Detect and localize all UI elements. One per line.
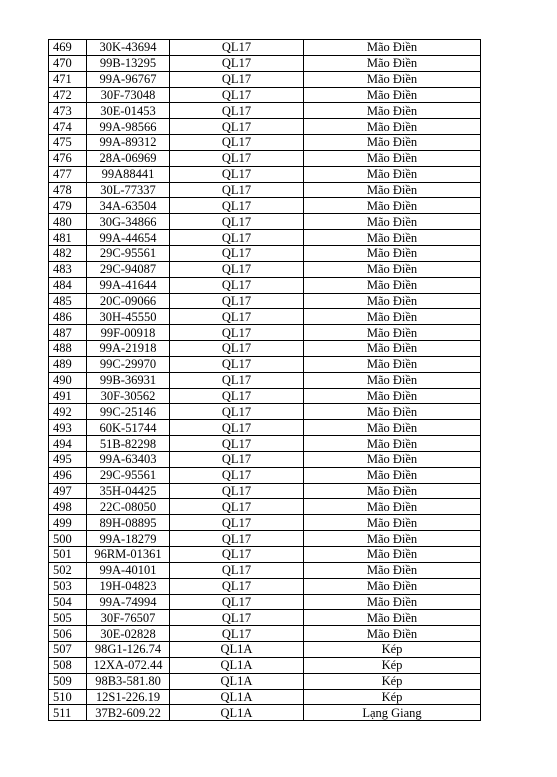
row-number-cell: 491 bbox=[49, 388, 87, 404]
location-cell: Kép bbox=[304, 673, 481, 689]
plate-cell: 51B-82298 bbox=[87, 436, 170, 452]
road-cell: QL17 bbox=[170, 404, 304, 420]
plate-cell: 99F-00918 bbox=[87, 325, 170, 341]
location-cell: Mão Điền bbox=[304, 245, 481, 261]
row-number-cell: 486 bbox=[49, 309, 87, 325]
table-row bbox=[49, 436, 481, 452]
road-cell: QL17 bbox=[170, 420, 304, 436]
road-cell: QL17 bbox=[170, 182, 304, 198]
table-row bbox=[49, 483, 481, 499]
location-cell: Kép bbox=[304, 642, 481, 658]
location-cell: Mão Điền bbox=[304, 341, 481, 357]
plate-cell: 19H-04823 bbox=[87, 578, 170, 594]
row-number-cell: 494 bbox=[49, 436, 87, 452]
plate-cell: 30F-73048 bbox=[87, 87, 170, 103]
table-row bbox=[49, 578, 481, 594]
location-cell: Mão Điền bbox=[304, 578, 481, 594]
row-number-cell: 474 bbox=[49, 119, 87, 135]
plate-cell: 99A-96767 bbox=[87, 71, 170, 87]
row-number-cell: 510 bbox=[49, 689, 87, 705]
vehicle-list-table bbox=[48, 39, 481, 721]
location-cell: Mão Điền bbox=[304, 325, 481, 341]
location-cell: Mão Điền bbox=[304, 198, 481, 214]
table-row bbox=[49, 309, 481, 325]
road-cell: QL17 bbox=[170, 135, 304, 151]
row-number-cell: 482 bbox=[49, 245, 87, 261]
plate-cell: 22C-08050 bbox=[87, 499, 170, 515]
plate-cell: 29C-95561 bbox=[87, 245, 170, 261]
road-cell: QL17 bbox=[170, 451, 304, 467]
table-row bbox=[49, 293, 481, 309]
plate-cell: 60K-51744 bbox=[87, 420, 170, 436]
road-cell: QL17 bbox=[170, 341, 304, 357]
table-row bbox=[49, 103, 481, 119]
road-cell: QL17 bbox=[170, 261, 304, 277]
plate-cell: 35H-04425 bbox=[87, 483, 170, 499]
plate-cell: 30F-30562 bbox=[87, 388, 170, 404]
plate-cell: 89H-08895 bbox=[87, 515, 170, 531]
plate-cell: 12S1-226.19 bbox=[87, 689, 170, 705]
table-row bbox=[49, 705, 481, 721]
road-cell: QL17 bbox=[170, 578, 304, 594]
road-cell: QL17 bbox=[170, 325, 304, 341]
table-row bbox=[49, 547, 481, 563]
row-number-cell: 492 bbox=[49, 404, 87, 420]
row-number-cell: 511 bbox=[49, 705, 87, 721]
table-row bbox=[49, 71, 481, 87]
location-cell: Mão Điền bbox=[304, 610, 481, 626]
table-row bbox=[49, 642, 481, 658]
table-row bbox=[49, 40, 481, 56]
location-cell: Mão Điền bbox=[304, 119, 481, 135]
road-cell: QL17 bbox=[170, 87, 304, 103]
road-cell: QL17 bbox=[170, 55, 304, 71]
location-cell: Mão Điền bbox=[304, 404, 481, 420]
location-cell: Mão Điền bbox=[304, 531, 481, 547]
table-row bbox=[49, 467, 481, 483]
plate-cell: 99A-40101 bbox=[87, 562, 170, 578]
plate-cell: 98B3-581.80 bbox=[87, 673, 170, 689]
road-cell: QL17 bbox=[170, 436, 304, 452]
plate-cell: 99A-89312 bbox=[87, 135, 170, 151]
row-number-cell: 498 bbox=[49, 499, 87, 515]
plate-cell: 37B2-609.22 bbox=[87, 705, 170, 721]
location-cell: Kép bbox=[304, 657, 481, 673]
table-body bbox=[49, 40, 481, 721]
table-row bbox=[49, 245, 481, 261]
table-row bbox=[49, 214, 481, 230]
row-number-cell: 485 bbox=[49, 293, 87, 309]
row-number-cell: 495 bbox=[49, 451, 87, 467]
table-row bbox=[49, 515, 481, 531]
location-cell: Mão Điền bbox=[304, 372, 481, 388]
road-cell: QL17 bbox=[170, 119, 304, 135]
row-number-cell: 506 bbox=[49, 626, 87, 642]
row-number-cell: 497 bbox=[49, 483, 87, 499]
road-cell: QL17 bbox=[170, 499, 304, 515]
location-cell: Mão Điền bbox=[304, 261, 481, 277]
location-cell: Mão Điền bbox=[304, 103, 481, 119]
road-cell: QL17 bbox=[170, 245, 304, 261]
road-cell: QL17 bbox=[170, 356, 304, 372]
plate-cell: 29C-95561 bbox=[87, 467, 170, 483]
location-cell: Mão Điền bbox=[304, 483, 481, 499]
row-number-cell: 479 bbox=[49, 198, 87, 214]
plate-cell: 30H-45550 bbox=[87, 309, 170, 325]
row-number-cell: 478 bbox=[49, 182, 87, 198]
plate-cell: 99A-63403 bbox=[87, 451, 170, 467]
road-cell: QL17 bbox=[170, 562, 304, 578]
table-row bbox=[49, 420, 481, 436]
road-cell: QL17 bbox=[170, 388, 304, 404]
row-number-cell: 483 bbox=[49, 261, 87, 277]
table-row bbox=[49, 499, 481, 515]
road-cell: QL17 bbox=[170, 626, 304, 642]
location-cell: Mão Điền bbox=[304, 230, 481, 246]
row-number-cell: 501 bbox=[49, 547, 87, 563]
road-cell: QL17 bbox=[170, 610, 304, 626]
plate-cell: 30L-77337 bbox=[87, 182, 170, 198]
location-cell: Mão Điền bbox=[304, 436, 481, 452]
location-cell: Mão Điền bbox=[304, 499, 481, 515]
row-number-cell: 496 bbox=[49, 467, 87, 483]
location-cell: Mão Điền bbox=[304, 71, 481, 87]
plate-cell: 99A88441 bbox=[87, 166, 170, 182]
table-row bbox=[49, 451, 481, 467]
row-number-cell: 499 bbox=[49, 515, 87, 531]
location-cell: Mão Điền bbox=[304, 40, 481, 56]
road-cell: QL1A bbox=[170, 673, 304, 689]
location-cell: Mão Điền bbox=[304, 594, 481, 610]
row-number-cell: 470 bbox=[49, 55, 87, 71]
road-cell: QL17 bbox=[170, 40, 304, 56]
plate-cell: 99A-98566 bbox=[87, 119, 170, 135]
row-number-cell: 475 bbox=[49, 135, 87, 151]
location-cell: Mão Điền bbox=[304, 55, 481, 71]
location-cell: Mão Điền bbox=[304, 451, 481, 467]
table-row bbox=[49, 388, 481, 404]
row-number-cell: 484 bbox=[49, 277, 87, 293]
location-cell: Lạng Giang bbox=[304, 705, 481, 721]
location-cell: Mão Điền bbox=[304, 420, 481, 436]
plate-cell: 99A-44654 bbox=[87, 230, 170, 246]
road-cell: QL17 bbox=[170, 372, 304, 388]
table-row bbox=[49, 562, 481, 578]
road-cell: QL1A bbox=[170, 642, 304, 658]
plate-cell: 98G1-126.74 bbox=[87, 642, 170, 658]
row-number-cell: 473 bbox=[49, 103, 87, 119]
row-number-cell: 481 bbox=[49, 230, 87, 246]
plate-cell: 28A-06969 bbox=[87, 150, 170, 166]
table-row bbox=[49, 119, 481, 135]
plate-cell: 99A-21918 bbox=[87, 341, 170, 357]
plate-cell: 99A-41644 bbox=[87, 277, 170, 293]
location-cell: Mão Điền bbox=[304, 150, 481, 166]
table-row bbox=[49, 198, 481, 214]
road-cell: QL17 bbox=[170, 230, 304, 246]
row-number-cell: 505 bbox=[49, 610, 87, 626]
plate-cell: 30F-76507 bbox=[87, 610, 170, 626]
plate-cell: 34A-63504 bbox=[87, 198, 170, 214]
table-row bbox=[49, 626, 481, 642]
plate-cell: 99B-13295 bbox=[87, 55, 170, 71]
road-cell: QL17 bbox=[170, 198, 304, 214]
location-cell: Mão Điền bbox=[304, 182, 481, 198]
plate-cell: 12XA-072.44 bbox=[87, 657, 170, 673]
row-number-cell: 489 bbox=[49, 356, 87, 372]
plate-cell: 30K-43694 bbox=[87, 40, 170, 56]
location-cell: Mão Điền bbox=[304, 356, 481, 372]
table-row bbox=[49, 594, 481, 610]
road-cell: QL17 bbox=[170, 531, 304, 547]
road-cell: QL17 bbox=[170, 71, 304, 87]
table-row bbox=[49, 135, 481, 151]
road-cell: QL17 bbox=[170, 594, 304, 610]
road-cell: QL17 bbox=[170, 483, 304, 499]
row-number-cell: 471 bbox=[49, 71, 87, 87]
row-number-cell: 476 bbox=[49, 150, 87, 166]
location-cell: Mão Điền bbox=[304, 277, 481, 293]
plate-cell: 30E-01453 bbox=[87, 103, 170, 119]
row-number-cell: 477 bbox=[49, 166, 87, 182]
row-number-cell: 504 bbox=[49, 594, 87, 610]
table-row bbox=[49, 55, 481, 71]
road-cell: QL17 bbox=[170, 309, 304, 325]
location-cell: Mão Điền bbox=[304, 166, 481, 182]
table-row bbox=[49, 87, 481, 103]
table-row bbox=[49, 277, 481, 293]
row-number-cell: 469 bbox=[49, 40, 87, 56]
row-number-cell: 480 bbox=[49, 214, 87, 230]
location-cell: Mão Điền bbox=[304, 309, 481, 325]
road-cell: QL17 bbox=[170, 166, 304, 182]
location-cell: Mão Điền bbox=[304, 562, 481, 578]
road-cell: QL17 bbox=[170, 214, 304, 230]
plate-cell: 99C-25146 bbox=[87, 404, 170, 420]
table-row bbox=[49, 166, 481, 182]
table-row bbox=[49, 325, 481, 341]
road-cell: QL17 bbox=[170, 103, 304, 119]
road-cell: QL17 bbox=[170, 547, 304, 563]
plate-cell: 99A-18279 bbox=[87, 531, 170, 547]
plate-cell: 99C-29970 bbox=[87, 356, 170, 372]
location-cell: Mão Điền bbox=[304, 626, 481, 642]
plate-cell: 99B-36931 bbox=[87, 372, 170, 388]
plate-cell: 99A-74994 bbox=[87, 594, 170, 610]
plate-cell: 96RM-01361 bbox=[87, 547, 170, 563]
row-number-cell: 472 bbox=[49, 87, 87, 103]
road-cell: QL1A bbox=[170, 705, 304, 721]
row-number-cell: 507 bbox=[49, 642, 87, 658]
road-cell: QL17 bbox=[170, 467, 304, 483]
table-row bbox=[49, 261, 481, 277]
location-cell: Mão Điền bbox=[304, 214, 481, 230]
road-cell: QL17 bbox=[170, 515, 304, 531]
plate-cell: 29C-94087 bbox=[87, 261, 170, 277]
table-row bbox=[49, 531, 481, 547]
location-cell: Mão Điền bbox=[304, 515, 481, 531]
table-row bbox=[49, 657, 481, 673]
road-cell: QL17 bbox=[170, 150, 304, 166]
row-number-cell: 500 bbox=[49, 531, 87, 547]
row-number-cell: 487 bbox=[49, 325, 87, 341]
table-row bbox=[49, 182, 481, 198]
road-cell: QL1A bbox=[170, 689, 304, 705]
table-row bbox=[49, 673, 481, 689]
location-cell: Kép bbox=[304, 689, 481, 705]
location-cell: Mão Điền bbox=[304, 293, 481, 309]
location-cell: Mão Điền bbox=[304, 547, 481, 563]
row-number-cell: 493 bbox=[49, 420, 87, 436]
row-number-cell: 508 bbox=[49, 657, 87, 673]
location-cell: Mão Điền bbox=[304, 87, 481, 103]
location-cell: Mão Điền bbox=[304, 467, 481, 483]
table-row bbox=[49, 689, 481, 705]
road-cell: QL1A bbox=[170, 657, 304, 673]
row-number-cell: 490 bbox=[49, 372, 87, 388]
plate-cell: 20C-09066 bbox=[87, 293, 170, 309]
location-cell: Mão Điền bbox=[304, 135, 481, 151]
table-row bbox=[49, 404, 481, 420]
table-row bbox=[49, 610, 481, 626]
table-row bbox=[49, 372, 481, 388]
row-number-cell: 503 bbox=[49, 578, 87, 594]
road-cell: QL17 bbox=[170, 293, 304, 309]
plate-cell: 30G-34866 bbox=[87, 214, 170, 230]
row-number-cell: 488 bbox=[49, 341, 87, 357]
plate-cell: 30E-02828 bbox=[87, 626, 170, 642]
road-cell: QL17 bbox=[170, 277, 304, 293]
row-number-cell: 509 bbox=[49, 673, 87, 689]
row-number-cell: 502 bbox=[49, 562, 87, 578]
table-row bbox=[49, 230, 481, 246]
location-cell: Mão Điền bbox=[304, 388, 481, 404]
table-row bbox=[49, 356, 481, 372]
table-row bbox=[49, 150, 481, 166]
table-row bbox=[49, 341, 481, 357]
